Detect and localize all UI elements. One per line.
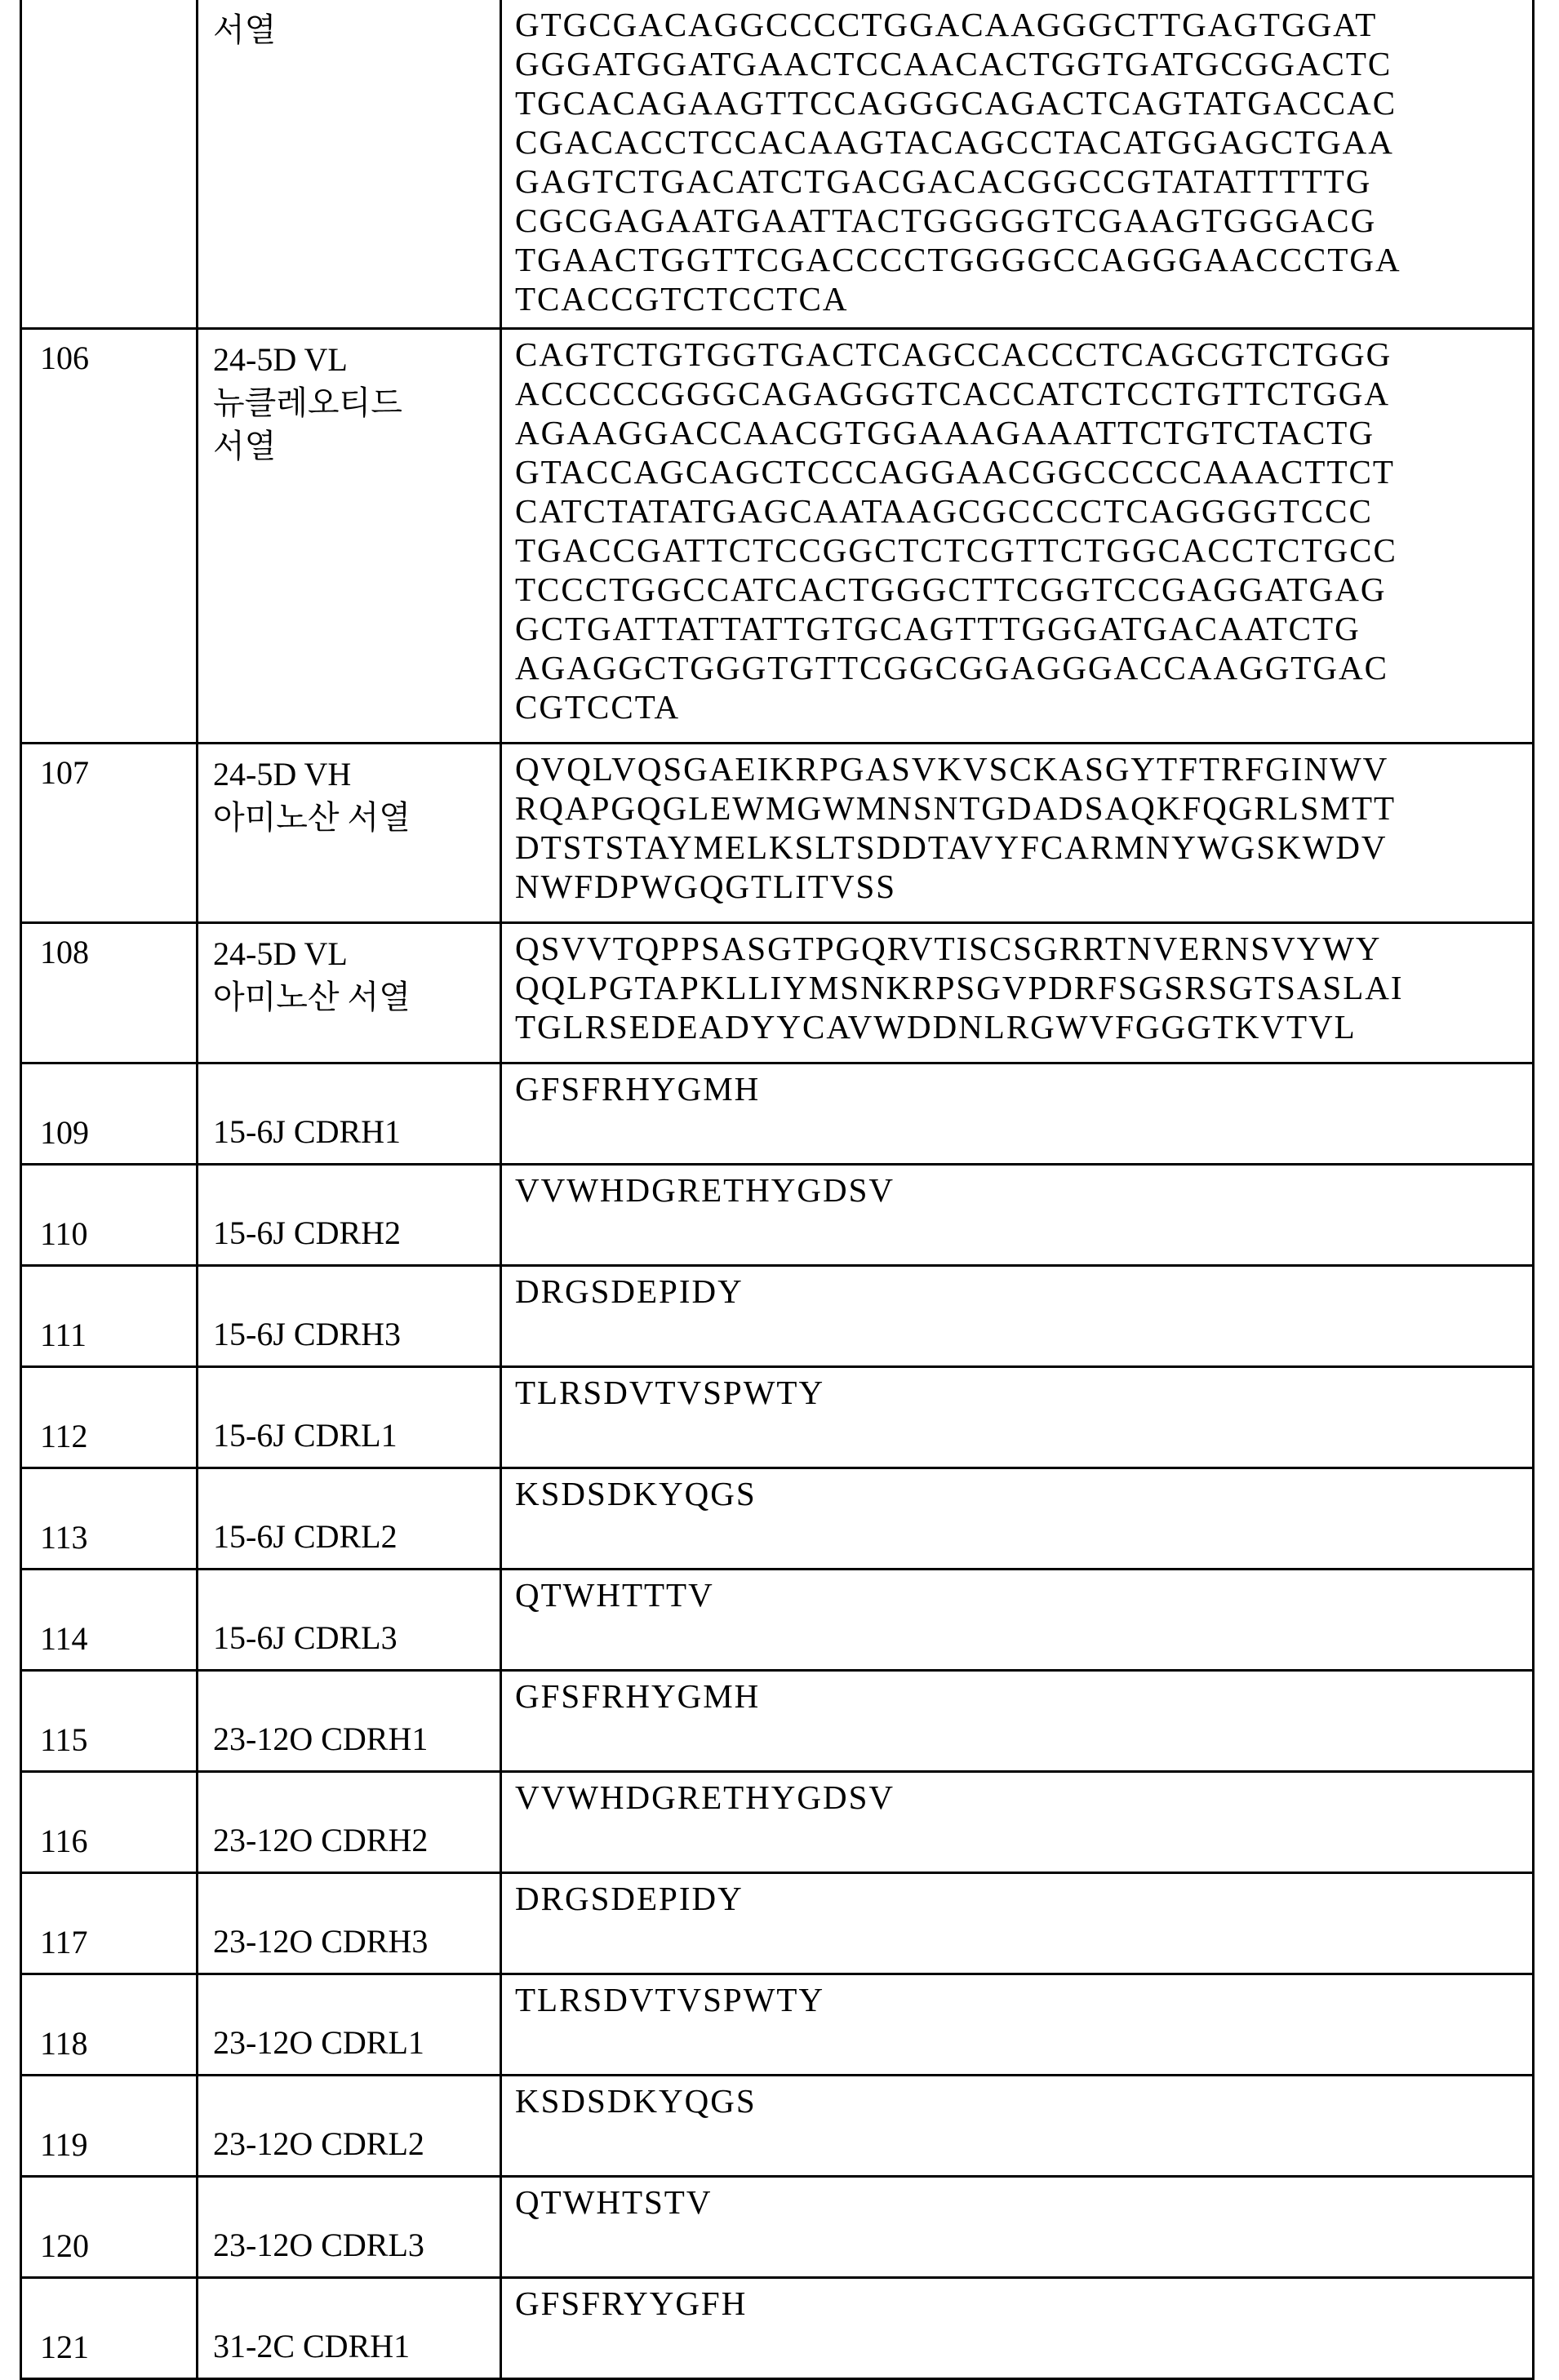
table-row <box>22 1773 1532 1874</box>
sequence-cell: GFSFRYYGFH <box>515 2285 748 2322</box>
table-row <box>22 1368 1532 1469</box>
table-row <box>22 2076 1532 2178</box>
sequence-cell: VVWHDGRETHYGDSV <box>515 1171 895 1209</box>
table-row <box>22 1570 1532 1672</box>
seq-label-cell: 23-12O CDRH3 <box>198 1874 502 1973</box>
table-row <box>22 330 1532 744</box>
seq-label-cell: 15-6J CDRH2 <box>198 1166 502 1264</box>
sequence-cell: KSDSDKYQGS <box>515 2082 757 2120</box>
seq-label-cell: 23-12O CDRL3 <box>198 2178 502 2276</box>
seq-id-cell: 112 <box>22 1368 198 1467</box>
table-row <box>22 1975 1532 2076</box>
seq-id-cell: 110 <box>22 1166 198 1264</box>
seq-id-cell: 108 <box>22 924 198 1062</box>
table-row <box>22 2178 1532 2279</box>
seq-id-cell: 119 <box>22 2076 198 2175</box>
table-row <box>22 1672 1532 1773</box>
seq-id-cell: 109 <box>22 1064 198 1163</box>
table-row <box>22 1469 1532 1570</box>
seq-label-cell: 15-6J CDRL2 <box>198 1469 502 1568</box>
sequence-listing-table <box>20 0 1535 2380</box>
sequence-cell: CAGTCTGTGGTGACTCAGCCACCCTCAGCGTCTGGG ACCCCCGGGCAGAGGGTCACCATCTCCTGTTCTGGA AGAAGGACCAACGTGGAAAGAAATTCTGTCTACTG GTACCAGCAGCTCCCAGGAACGGCCCCCAAACTTCT CATCTATATGAGCAATAAGCGCCCCTCAGGGGTCCC TGACCGATTCTCCGGCTCTCGTTCTGGCACCTCTGCC TCCCTGGCCATCACTGGGCTTCGGTCCGAGGATGAG GCTGATTATTATTGTGCAGTTTGGGATGACAATCTG AGAGGCTGGGTGTTCGGCGGAGGGACCAAGGTGAC CGTCCTA <box>515 335 1397 726</box>
seq-label-cell: 23-12O CDRH1 <box>198 1672 502 1770</box>
table-row <box>22 1166 1532 1267</box>
seq-label-cell: 15-6J CDRH1 <box>198 1064 502 1163</box>
table-row <box>22 924 1532 1064</box>
seq-label-cell: 31-2C CDRH1 <box>198 2279 502 2378</box>
seq-label-cell: 23-12O CDRL1 <box>198 1975 502 2074</box>
table-row <box>22 2279 1532 2380</box>
table-row <box>22 1874 1532 1975</box>
sequence-cell: GTGCGACAGGCCCCTGGACAAGGGCTTGAGTGGAT GGGATGGATGAACTCCAACACTGGTGATGCGGACTC TGCACAGAAGTTCCAGGGCAGACTCAGTATGACCAC CGACACCTCCACAAGTACAGCCTACATGGAGCTGAA GAGTCTGACATCTGACGACACGGCCGTATATTTTTG CGCGAGAATGAATTACTGGGGGTCGAAGTGGGACG TGAACTGGTTCGACCCCTGGGGCCAGGGAACCCTGA TCACCGTCTCCTCA <box>515 6 1401 317</box>
seq-id-cell: 121 <box>22 2279 198 2378</box>
seq-id-cell: 106 <box>22 330 198 742</box>
sequence-cell: VVWHDGRETHYGDSV <box>515 1778 895 1816</box>
seq-id-cell: 113 <box>22 1469 198 1568</box>
seq-label-cell: 15-6J CDRL3 <box>198 1570 502 1669</box>
seq-id-cell: 114 <box>22 1570 198 1669</box>
seq-id-cell: 118 <box>22 1975 198 2074</box>
sequence-cell: QTWHTTTV <box>515 1576 714 1614</box>
seq-id-cell <box>22 0 198 327</box>
seq-id-cell: 116 <box>22 1773 198 1872</box>
sequence-cell: QVQLVQSGAEIKRPGASVKVSCKASGYTFTRFGINWV RQAPGQGLEWMGWMNSNTGDADSAQKFQGRLSMTT DTSTSTAYMELKSLTSDDTAVYFCARMNYWGSKWDV NWFDPWGQGTLITVSS <box>515 750 1397 905</box>
seq-id-cell: 117 <box>22 1874 198 1973</box>
seq-label-cell: 23-12O CDRL2 <box>198 2076 502 2175</box>
table-row <box>22 744 1532 924</box>
sequence-cell: DRGSDEPIDY <box>515 1272 744 1310</box>
sequence-cell: TLRSDVTVSPWTY <box>515 1374 825 1411</box>
seq-id-cell: 107 <box>22 744 198 921</box>
sequence-cell: QTWHTSTV <box>515 2183 713 2221</box>
seq-id-cell: 115 <box>22 1672 198 1770</box>
seq-label-cell: 서열 <box>198 0 502 327</box>
seq-id-cell: 120 <box>22 2178 198 2276</box>
seq-label-cell: 24-5D VH 아미노산 서열 <box>198 744 502 921</box>
sequence-cell: GFSFRHYGMH <box>515 1677 761 1715</box>
sequence-cell: KSDSDKYQGS <box>515 1475 757 1512</box>
sequence-cell: TLRSDVTVSPWTY <box>515 1981 825 2018</box>
table-row <box>22 1064 1532 1166</box>
seq-label-cell: 24-5D VL 뉴클레오티드 서열 <box>198 330 502 742</box>
seq-label-cell: 15-6J CDRH3 <box>198 1267 502 1365</box>
seq-id-cell: 111 <box>22 1267 198 1365</box>
sequence-cell: GFSFRHYGMH <box>515 1070 761 1108</box>
sequence-cell: QSVVTQPPSASGTPGQRVTISCSGRRTNVERNSVYWY QQLPGTAPKLLIYMSNKRPSGVPDRFSGSRSGTSASLAI TGLRSEDEADYYCAVWDDNLRGWVFGGGTKVTVL <box>515 930 1404 1046</box>
seq-label-cell: 23-12O CDRH2 <box>198 1773 502 1872</box>
seq-label-cell: 15-6J CDRL1 <box>198 1368 502 1467</box>
table-row <box>22 0 1532 330</box>
table-row <box>22 1267 1532 1368</box>
seq-label-cell: 24-5D VL 아미노산 서열 <box>198 924 502 1062</box>
sequence-cell: DRGSDEPIDY <box>515 1880 744 1917</box>
